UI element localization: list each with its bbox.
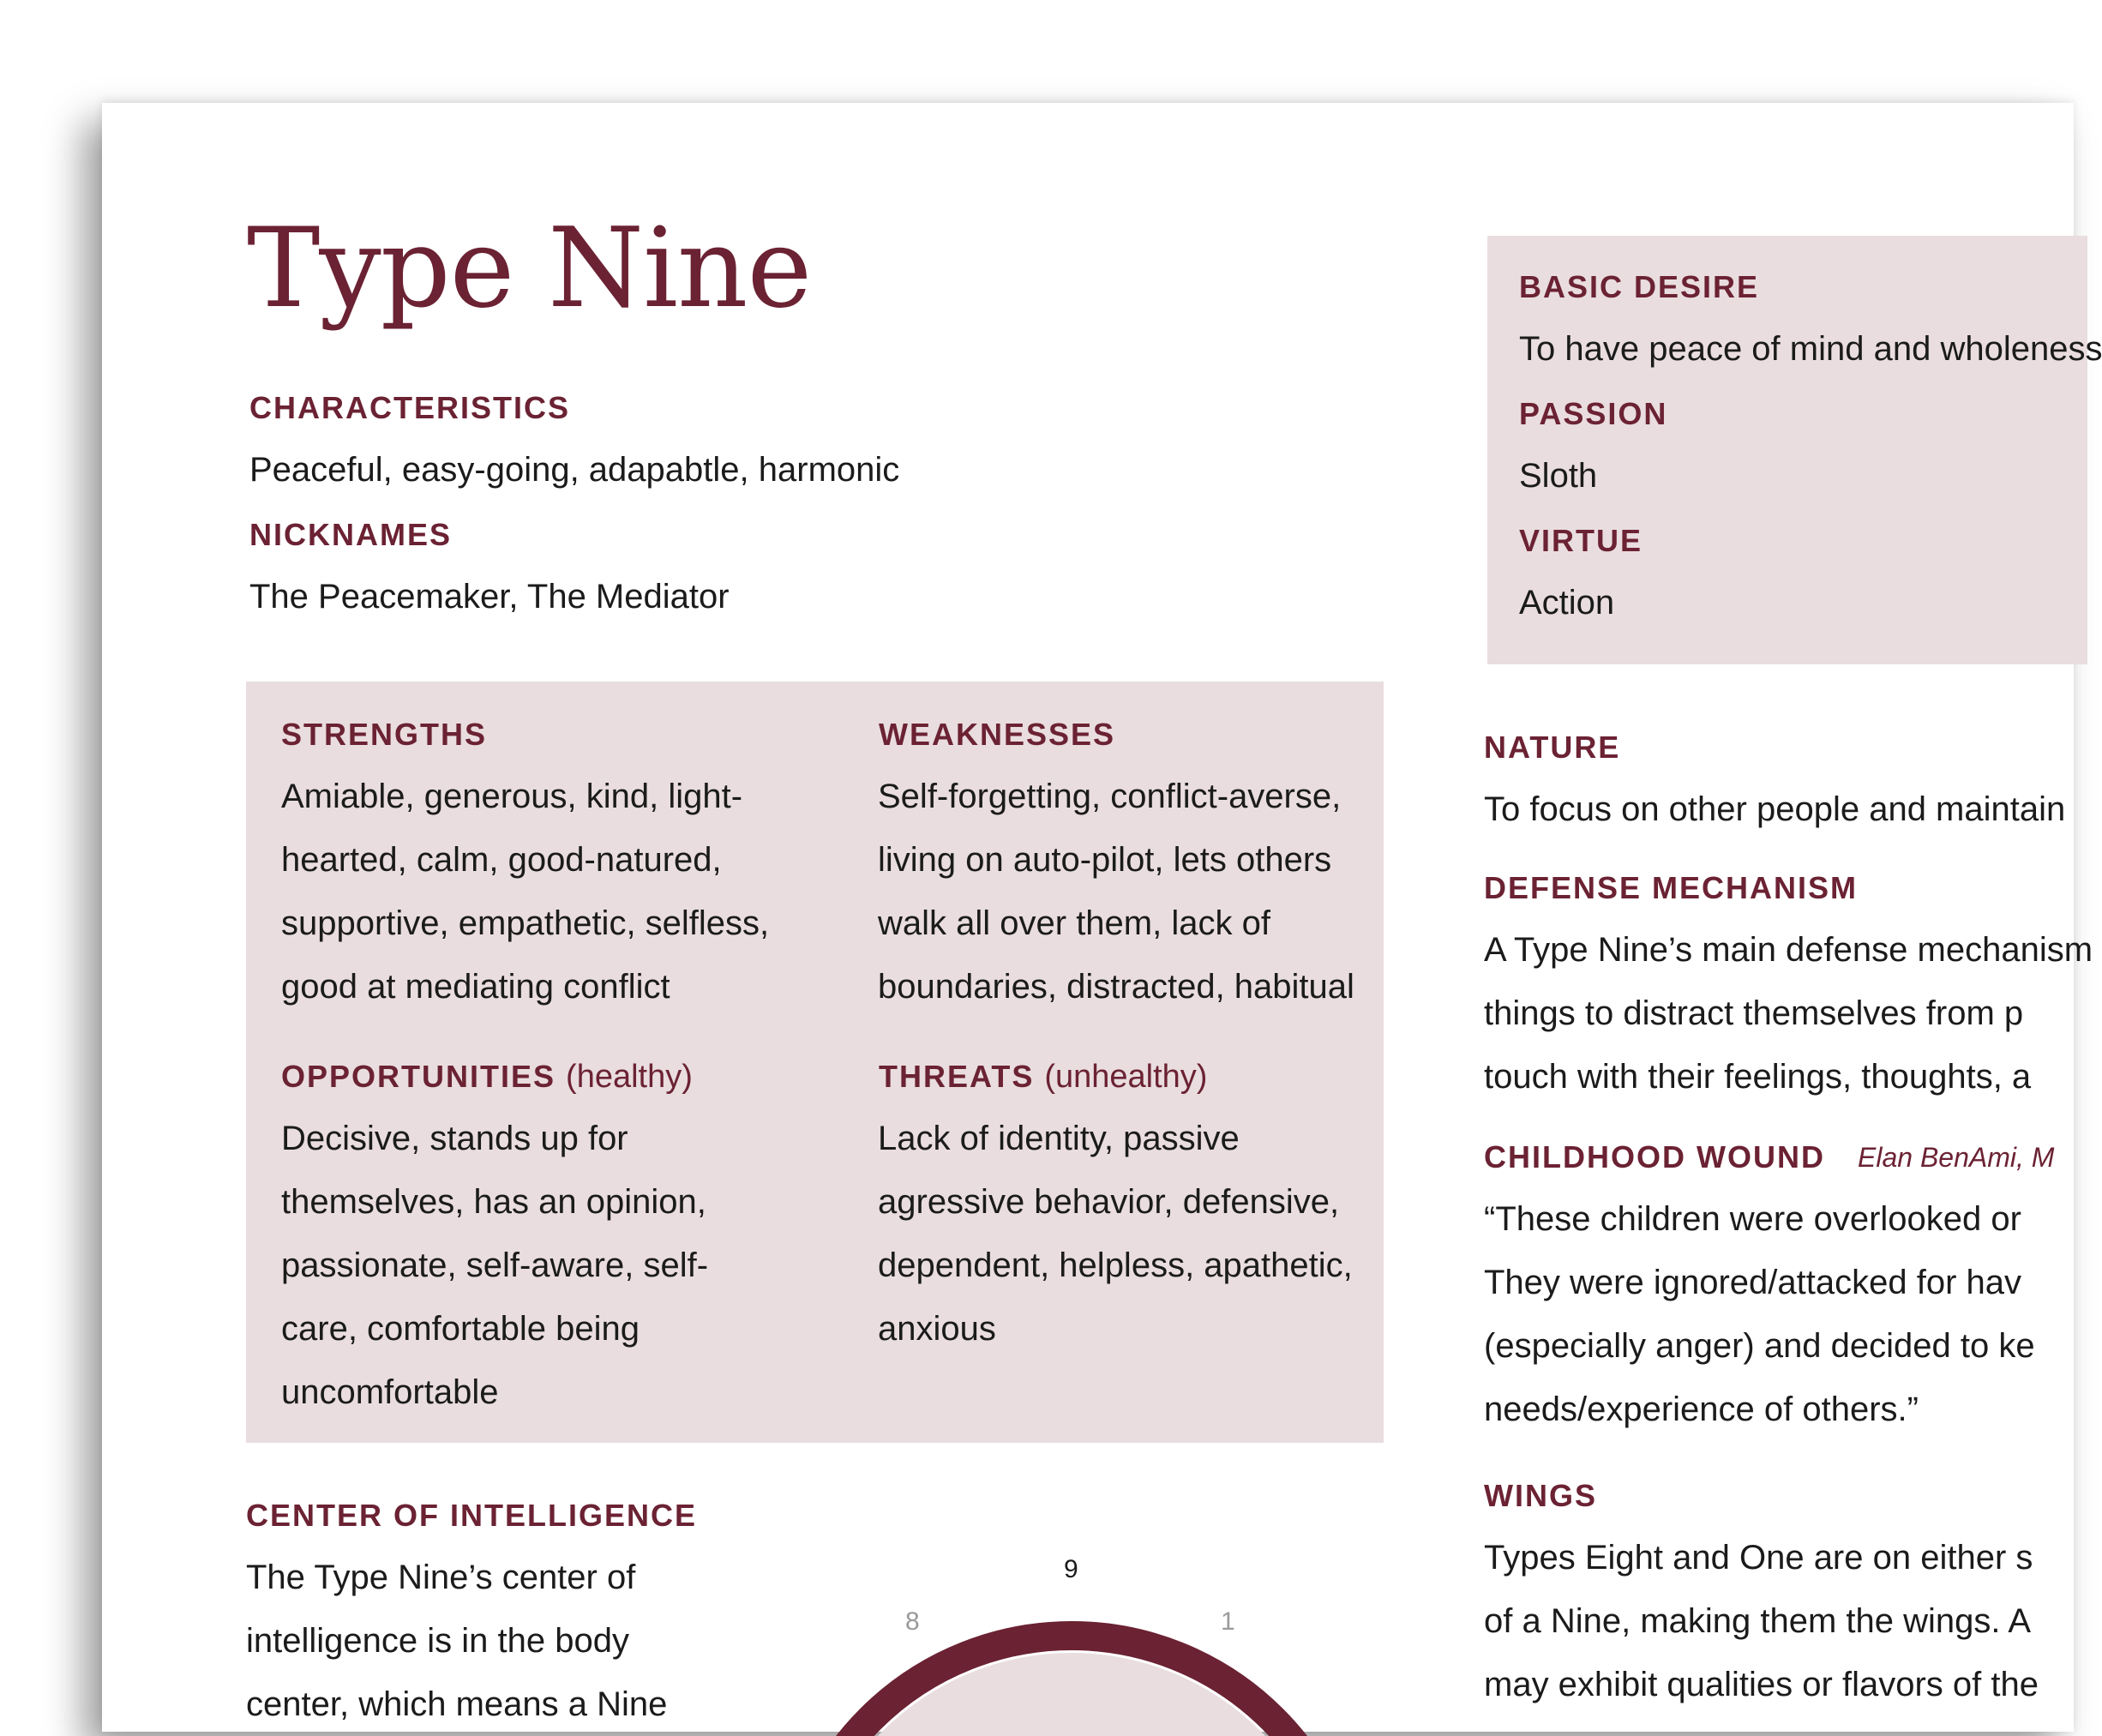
opportunities-line: Decisive, stands up for [281, 1120, 628, 1157]
nature-label: NATURE [1484, 730, 1621, 765]
center-line: The Type Nine’s center of [246, 1559, 636, 1596]
wings-line: may exhibit qualities or flavors of the [1484, 1666, 2039, 1703]
enneagram-ring [840, 1595, 1303, 1700]
wings-line: of a Nine, making them the wings. A [1484, 1602, 2032, 1640]
virtue-label: VIRTUE [1519, 523, 1643, 558]
nature-text: To focus on other people and maintain [1484, 790, 2066, 828]
strengths-line: Amiable, generous, kind, light- [281, 778, 743, 815]
defense-mechanism-text [1484, 918, 2093, 1108]
wound-line: They were ignored/attacked for hav [1484, 1264, 2022, 1301]
center-of-intelligence-text [246, 1546, 667, 1736]
diagram-number-8: 8 [905, 1607, 920, 1636]
threats-text [878, 1107, 1353, 1361]
opportunities-line: uncomfortable [281, 1373, 499, 1411]
weaknesses-line: Self-forgetting, conflict-averse, [878, 778, 1342, 815]
strengths-line: good at mediating conflict [281, 968, 670, 1006]
childhood-wound-label: CHILDHOOD WOUND [1484, 1139, 1825, 1174]
center-of-intelligence-label: CENTER OF INTELLIGENCE [246, 1498, 698, 1533]
opportunities-line: themselves, has an opinion, [281, 1183, 706, 1221]
threats-qualifier: (unhealthy) [1044, 1059, 1208, 1095]
strengths-label: STRENGTHS [281, 717, 488, 752]
passion-text: Sloth [1519, 457, 1598, 495]
weaknesses-line: living on auto-pilot, lets others [878, 841, 1332, 879]
center-line: intelligence is in the body [246, 1622, 629, 1660]
defense-line: A Type Nine’s main defense mechanism [1484, 931, 2093, 969]
basic-desire-label: BASIC DESIRE [1519, 269, 1760, 304]
wound-line: needs/experience of others.” [1484, 1391, 1919, 1428]
center-line: center, which means a Nine [246, 1685, 668, 1723]
wound-line: “These children were overlooked or [1484, 1200, 2021, 1238]
wings-text [1484, 1526, 2039, 1716]
page-title: Type Nine [247, 205, 812, 333]
threats-label [879, 1060, 1207, 1093]
strengths-line: supportive, empathetic, selfless, [281, 904, 770, 942]
diagram-number-1: 1 [1221, 1607, 1235, 1636]
weaknesses-line: walk all over them, lack of [878, 904, 1270, 942]
weaknesses-label: WEAKNESSES [879, 717, 1116, 752]
threats-line: agressive behavior, defensive, [878, 1183, 1340, 1221]
wings-line: Types Eight and One are on either s [1484, 1539, 2033, 1577]
threats-label-text: THREATS [879, 1059, 1035, 1094]
defense-line: touch with their feelings, thoughts, a [1484, 1058, 2032, 1096]
opportunities-line: care, comfortable being [281, 1310, 640, 1348]
childhood-wound-citation: Elan BenAmi, M [1858, 1142, 2055, 1173]
weaknesses-text [878, 765, 1354, 1018]
threats-line: Lack of identity, passive [878, 1120, 1240, 1157]
virtue-text: Action [1519, 584, 1615, 622]
defense-mechanism-label: DEFENSE MECHANISM [1484, 870, 1859, 905]
weaknesses-line: boundaries, distracted, habitual [878, 968, 1354, 1006]
basic-desire-text: To have peace of mind and wholeness [1519, 330, 2102, 368]
childhood-wound-text [1484, 1187, 2035, 1441]
strengths-text [281, 765, 769, 1018]
opportunities-line: passionate, self-aware, self- [281, 1246, 709, 1284]
strengths-line: hearted, calm, good-natured, [281, 841, 722, 879]
threats-line: anxious [878, 1310, 996, 1348]
opportunities-label-text: OPPORTUNITIES [281, 1059, 556, 1094]
threats-line: dependent, helpless, apathetic, [878, 1246, 1353, 1284]
wings-label: WINGS [1484, 1478, 1597, 1513]
diagram-number-9: 9 [1064, 1555, 1078, 1583]
defense-line: things to distract themselves from p [1484, 994, 2024, 1032]
passion-label: PASSION [1519, 396, 1668, 431]
wound-line: (especially anger) and decided to ke [1484, 1327, 2035, 1365]
opportunities-text [281, 1107, 708, 1424]
nicknames-label: NICKNAMES [249, 517, 453, 552]
characteristics-label: CHARACTERISTICS [249, 390, 571, 425]
nicknames-text: The Peacemaker, The Mediator [249, 578, 730, 616]
characteristics-text: Peaceful, easy-going, adapabtle, harmonic [249, 451, 900, 489]
opportunities-label [281, 1060, 693, 1093]
opportunities-qualifier: (healthy) [566, 1059, 693, 1095]
